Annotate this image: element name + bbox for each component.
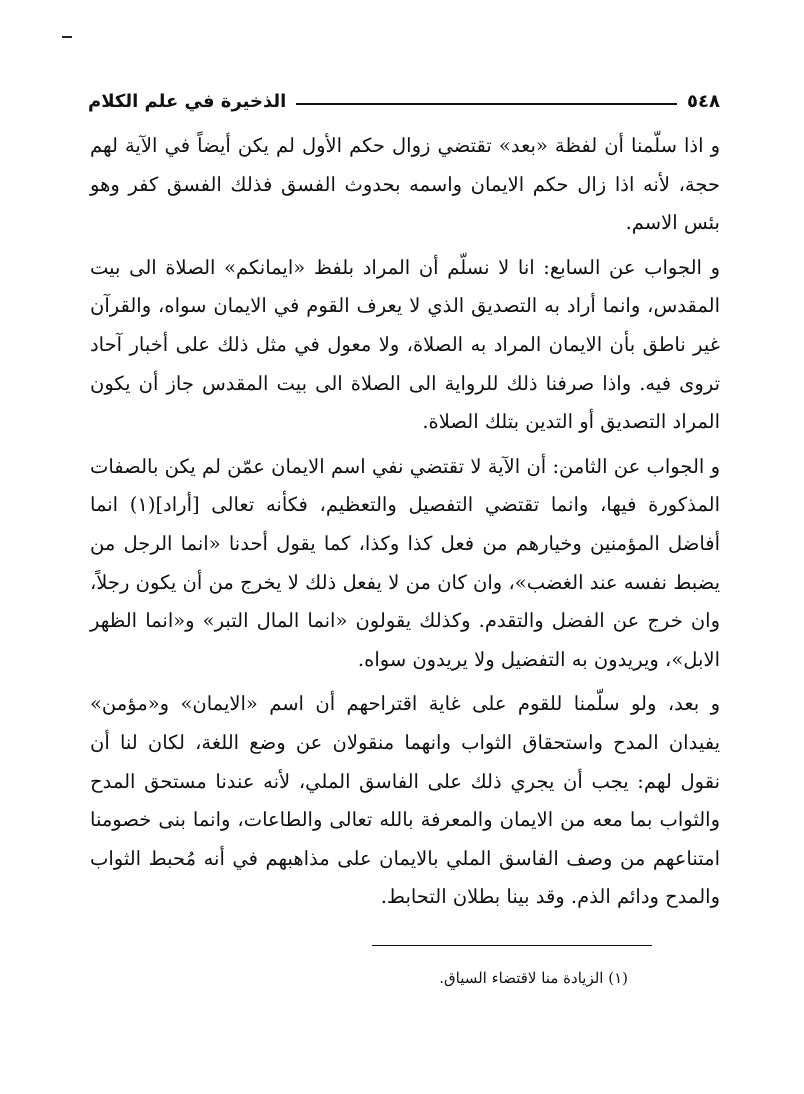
paragraph: و اذا سلّمنا أن لفظة «بعد» تقتضي زوال حكم الأول لم يكن أيضاً في الآية لهم حجة، لأنه اذا زال حكم الايمان واسمه بحدوث الفسق فذلك الفسق كفر وهو بئس الاسم. bbox=[90, 134, 720, 235]
body-text bbox=[90, 127, 720, 923]
footnote-rule bbox=[372, 945, 652, 946]
footnote: (١) الزيادة منا لاقتضاء السياق. bbox=[439, 969, 628, 987]
paragraph: و الجواب عن السابع: انا لا نسلّم أن المراد بلفظ «ايمانكم» الصلاة الى بيت المقدس، وانما أراد به التصديق الذي لا يعرف القوم في الايمان سواه، والقرآن غير ناطق بأن الايمان المراد به الصلاة، ولا معول في مثل ذلك على أخبار آحاد تروى فيه. واذا صرفنا ذلك للرواية الى الصلاة الى بيت المقدس جاز أن يكون المراد التصديق أو التدين بتلك الصلاة. bbox=[90, 255, 721, 434]
paragraph: و بعد، ولو سلّمنا للقوم على غاية اقتراحهم أن اسم «الايمان» و«مؤمن» يفيدان المدح واستحقاق الثواب وانهما منقولان عن وضع اللغة، لكان لنا أن نقول لهم: يجب أن يجري ذلك على الفاسق الملي، لأنه عندنا مستحق المدح والثواب بما معه من الايمان والمعرفة بالله تعالى والطاعات، وانما بنى خصومنا امتناعهم من وصف الفاسق الملي بالايمان على مذاهبهم في أنه مُحبط الثواب والمدح ودائم الذم. وقد بينا بطلان التحابط. bbox=[90, 692, 720, 909]
running-title: الذخيرة في علم الكلام bbox=[88, 90, 287, 112]
paragraph: و الجواب عن الثامن: أن الآية لا تقتضي نفي اسم الايمان عمّن لم يكن بالصفات المذكورة فيها، وانما تقتضي التفصيل والتعظيم، فكأنه تعالى [أراد](١) انما أفاضل المؤمنين وخيارهم من فعل كذا وكذا، كما يقول أحدنا «انما الرجل من يضبط نفسه عند الغضب»، وان كان من لا يفعل ذلك لا يخرج من أن يكون رجلاً، وان خرج عن الفضل والتقدم. وكذلك يقولون «انما المال التبر» و«انما الظهر الابل»، ويريدون به التفضيل ولا يريدون سواه. bbox=[90, 454, 720, 671]
header-rule bbox=[296, 103, 677, 105]
margin-mark bbox=[62, 36, 72, 38]
page-header bbox=[88, 84, 720, 118]
page-number: ٥٤٨ bbox=[687, 90, 720, 112]
